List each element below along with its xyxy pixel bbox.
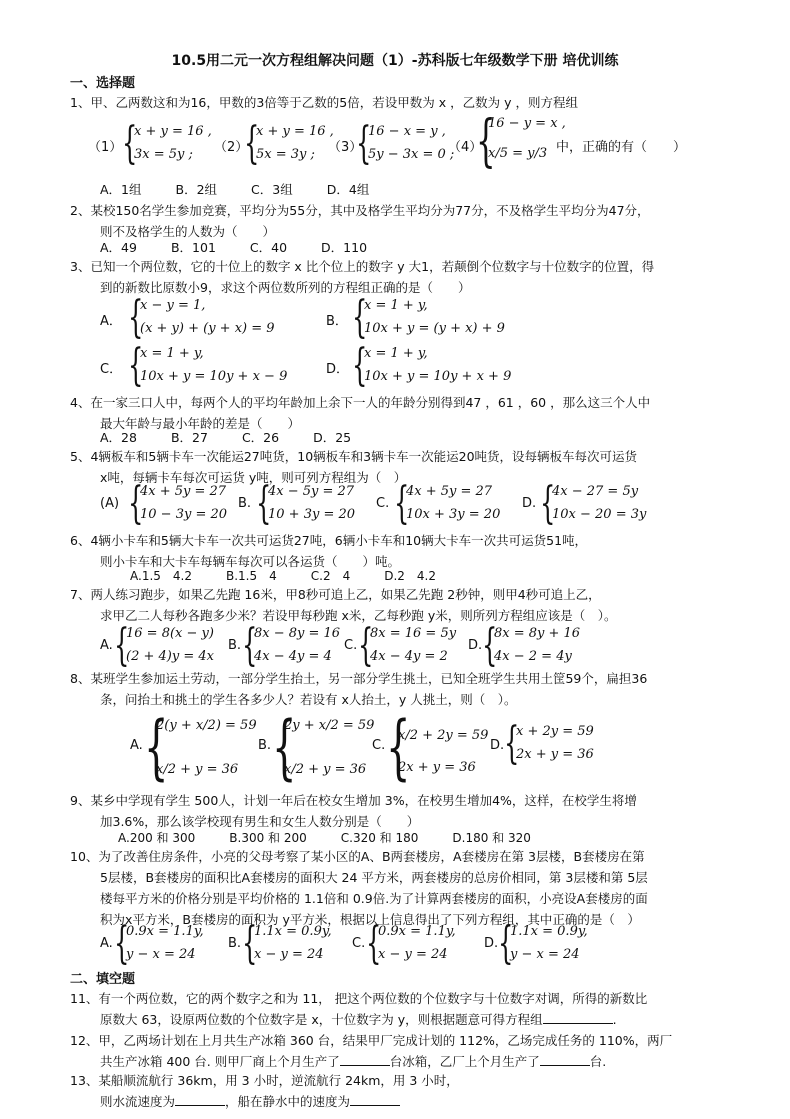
option-label: B. xyxy=(258,738,272,753)
option-d: D．4组 xyxy=(326,182,370,197)
option-label: B. xyxy=(238,496,252,511)
option-label: （2） xyxy=(214,140,249,155)
answer-blank[interactable] xyxy=(540,1053,590,1066)
option-label: C. xyxy=(376,496,390,511)
question-6: 6、4辆小卡车和5辆大卡车一次共可运货27吨，6辆小卡车和10辆大卡车一次共可运货51吨， 则小卡车和大卡车每辆车每次可以各运货（ ）吨。 xyxy=(70,533,588,569)
option-label: C. xyxy=(352,936,366,951)
page-title: 10.5用二元一次方程组解决问题（1）-苏科版七年级数学下册 培优训练 xyxy=(171,53,619,69)
question-stem: 1、甲、乙两数这和为16，甲数的3倍等于乙数的5倍，若设甲数为 x ，乙数为 y ，则方程组 xyxy=(70,95,578,110)
question-4: 4、在一家三口人中，每两个人的平均年龄加上余下一人的年龄分别得到47 ，61 ，60 ，那么这三个人中 最大年龄与最小年龄的差是（ ） xyxy=(70,395,651,431)
option-label: B． xyxy=(326,314,348,329)
option-label: （4） xyxy=(448,140,483,155)
option-label: A． xyxy=(100,314,122,329)
question-tail: 中，正确的有（ ） xyxy=(556,140,687,155)
question-1 xyxy=(70,92,730,113)
option-label: （1） xyxy=(88,140,123,155)
option-label: D． xyxy=(326,362,350,377)
option-list: A．49 B．101 C．40 D．110 xyxy=(100,240,368,255)
option-label: D. xyxy=(490,738,505,753)
question-3: 3、已知一个两位数，它的十位上的数字 x 比个位上的数字 y 大1，若颠倒个位数字与十位数字的位置，得 到的新数比原数小9，求这个两位数所列的方程组正确的是（ ） xyxy=(70,259,655,295)
option-list xyxy=(100,180,403,200)
option-list: A.1.5 4.2 B.1.5 4 C.2 4 D.2 4.2 xyxy=(130,569,437,583)
answer-blank[interactable] xyxy=(350,1093,400,1106)
option-a: A．1组 xyxy=(100,182,142,197)
answer-blank[interactable] xyxy=(543,1011,613,1024)
option-label: D. xyxy=(522,496,537,511)
option-list: A.200 和 300 B.300 和 200 C.320 和 180 D.180 和 320 xyxy=(118,831,531,845)
option-label: C． xyxy=(100,362,123,377)
option-label: A. xyxy=(100,936,113,951)
option-label: B. xyxy=(228,638,242,653)
answer-blank[interactable] xyxy=(175,1093,225,1106)
option-c: C．3组 xyxy=(251,182,293,197)
option-label: A. xyxy=(130,738,143,753)
question-7: 7、两人练习跑步，如果乙先跑 16米，甲8秒可追上乙，如果乙先跑 2秒钟，则甲4秒可追上乙， 求甲乙二人每秒各跑多少米？若设甲每秒跑 x米，乙每秒跑 y米，则所列方程组应该是（ ）。 xyxy=(70,587,617,623)
question-11: 11、有一个两位数，它的两个数字之和为 11， 把这个两位数的个位数字与十位数字对调，所得的新数比 原数大 63，设原两位数的个位数字是 x，十位数字为 y，则根据题意可得方程组 . xyxy=(70,991,648,1027)
option-label: (A) xyxy=(100,496,120,511)
option-label: A. xyxy=(100,638,113,653)
option-label: C. xyxy=(372,738,386,753)
option-list: A．28 B．27 C．26 D．25 xyxy=(100,430,352,445)
question-9: 9、某乡中学现有学生 500人，计划一年后在校女生增加 3%，在校男生增加4%，这样，在校学生将增 加3.6%，那么该学校现有男生和女生人数分别是（ ） xyxy=(70,793,637,829)
option-label: D. xyxy=(468,638,483,653)
question-13: 13、某船顺流航行 36km，用 3 小时，逆流航行 24km，用 3 小时， 则水流速度为 ，船在静水中的速度为 xyxy=(70,1073,459,1109)
question-2: 2、某校150名学生参加竞赛，平均分为55分，其中及格学生平均分为77分，不及格学生平均分为47分， 则不及格学生的人数为（ ） xyxy=(70,203,650,239)
option-label: C. xyxy=(344,638,358,653)
answer-blank[interactable] xyxy=(340,1053,390,1066)
worksheet-page: 10.5用二元一次方程组解决问题（1）-苏科版七年级数学下册 培优训练 一、选择题 1、甲、乙两数这和为16，甲数的3倍等于乙数的5倍，若设甲数为 x ，乙数为 y ，则方程组 （1） { x + y = 16 , 3x = 5y ; （2） { x + y = 16 , 5x = 3y ; （3） { 16 − x = y , 5y − 3x = 0 ; （4） { 16 − y = x , x/5 = y/3 中，正确的有（ ） A．1组 B．2组 C．3组 D．4组 2、某校150名学生参加竞赛，平均分为55分，其中及格学生平均分为77分，不及格学生平均分为47分， 则不及格学生的人数为（ ） A．49 B．101 C．40 D．110 3、已知一个两位数，它的十位上的数字 x 比个位上的数字 y 大1，若颠倒个位数字与十位数字的位置，得 到的新数比原数小9，求这个两位数所列的方程组正确的是（ ） A． { x − y = 1, (x + y) + (y + x) = 9 B． { x = 1 + y, 10x + y = (y + x) + 9 C． { x = 1 + y, 10x + y = 10y + x − 9 D． { x = 1 + y, 10x + y = 10y + x + 9 4、在一家三口人中，每两个人的平均年龄加上余下一人的年龄分别得到47 ，61 ，60 ，那么这三个人中 最大年龄与最小年龄的差是（ ） A．28 B．27 C．26 D．25 5、4辆板车和5辆卡车一次能运27吨货，10辆板车和3辆卡车一次能运20吨货，设每辆板车每次可运货 x吨，每辆卡车每次可运货 y吨，则可列方程组为（ ） (A) { 4x + 5y = 27 10 − 3y = 20 B. { 4x − 5y = 27 10 + 3y = 20 C. { 4x + 5y = 27 10x + 3y = 20 D. { 4x − 27 = 5y 10x − 20 = 3y 6、4辆小卡车和5辆大卡车一次共可运货27吨，6辆小卡车和10辆大卡车一次共可运货51吨， 则小卡车和大卡车每辆车每次可以各运货（ ）吨。 A.1.5 4.2 B.1.5 4 C.2 4 D.2 4.2 7、两人练习跑步，如果乙先跑 16米，甲8秒可追上乙，如果乙先跑 2秒钟，则甲4秒可追上乙， 求甲乙二人每秒各跑多少米？若设甲每秒跑 x米，乙每秒跑 y米，则所列方程组应该是（ ）。 A. { 16 = 8(x − y) (2 + 4)y = 4x B. { 8x − 8y = 16 4x − 4y = 4 C. { 8x = 16 = 5y 4x − 4y = 2 D. { 8x = 8y + 16 4x − 2 = 4y 8、某班学生参加运土劳动，一部分学生抬土，另一部分学生挑土，已知全班学生共用土筐59个，扁担36 条，问抬土和挑土的学生各多少人？若设有 x人抬土，y 人挑土，则（ ）。 A. { 2(y + x/2) = 59 x/2 + y = 36 B. { 2y + x/2 = 59 x/2 + y = 36 C. { x/2 + 2y = 59 2x + y = 36 D. { x + 2y = 59 2x + y = 36 9、某乡中学现有学生 500人，计划一年后在校女生增加 3%，在校男生增加4%，这样，在校学生将增 加3.6%，那么该学校现有男生和女生人数分别是（ ） A.200 和 300 B.300 和 200 C.320 和 180 D.180 和 320 10、为了改善住房条件，小亮的父母考察了某小区的A、B两套楼房，A套楼房在第 3层楼，B套楼房在第 5层楼，B套楼房的面积比A套楼房的面积大 24 平方米，两套楼房的总房价相同，第 3层楼和第 5层 楼每平方米的价格分别是平均价格的 1.1倍和 0.9倍.为了计算两套楼房的面积，小亮设A套楼房的面 积为x平方米，B套楼房的面积为 y平方米，根据以上信息得出了下列方程组，其中正确的是（ ） A. { 0.9x = 1.1y, y − x = 24 B. { 1.1x = 0.9y, x − y = 24 C. { 0.9x = 1.1y, x − y = 24 D. { 1.1x = 0.9y, y − x = 24 二、填空题 11、有一个两位数，它的两个数字之和为 11， 把这个两位数的个位数字与十位数字对调，所得的新数比 原数大 63，设原两位数的个位数字是 x，十位数字为 y，则根据题意可得方程组 . 12、甲，乙两场计划在上月共生产冰箱 360 台，结果甲厂完成计划的 112%，乙场完成任务的 110%，两厂 共生产冰箱 400 台. 则甲厂商上个月生产了 台冰箱，乙厂上个月生产了 台. 13、某船顺流航行 36km，用 3 小时，逆流航行 24km，用 3 小时， 则水流速度为 ，船在静水中的速度为 xyxy=(0,0,790,1119)
section-heading-choice: 一、选择题 xyxy=(70,76,136,91)
option-label: B. xyxy=(228,936,242,951)
section-heading-fill: 二、填空题 xyxy=(70,972,136,987)
question-5: 5、4辆板车和5辆卡车一次能运27吨货，10辆板车和3辆卡车一次能运20吨货，设每辆板车每次可运货 x吨，每辆卡车每次可运货 y吨，则可列方程组为（ ） xyxy=(70,449,638,485)
question-10: 10、为了改善住房条件，小亮的父母考察了某小区的A、B两套楼房，A套楼房在第 3层楼，B套楼房在第 5层楼，B套楼房的面积比A套楼房的面积大 24 平方米，两套楼房的总房价相同，第 3层楼和第 5层 楼每平方米的价格分别是平均价格的 1.1倍和 0.9倍.为了计算两套楼房的面积，小亮设A套楼房的面 积为x平方米，B套楼房的面积为 y平方米，根据以上信息得出了下列方程组，其中正确的是（ ） xyxy=(70,849,648,927)
option-label: （3） xyxy=(328,140,363,155)
question-12: 12、甲，乙两场计划在上月共生产冰箱 360 台，结果甲厂完成计划的 112%，乙场完成任务的 110%，两厂 共生产冰箱 400 台. 则甲厂商上个月生产了 台冰箱，乙厂上个月生产了 台. xyxy=(70,1033,673,1069)
option-label: D. xyxy=(484,936,499,951)
option-b: B．2组 xyxy=(175,182,218,197)
question-8: 8、某班学生参加运土劳动，一部分学生抬土，另一部分学生挑土，已知全班学生共用土筐59个，扁担36 条，问抬土和挑土的学生各多少人？若设有 x人抬土，y 人挑土，则（ ）。 xyxy=(70,671,648,707)
